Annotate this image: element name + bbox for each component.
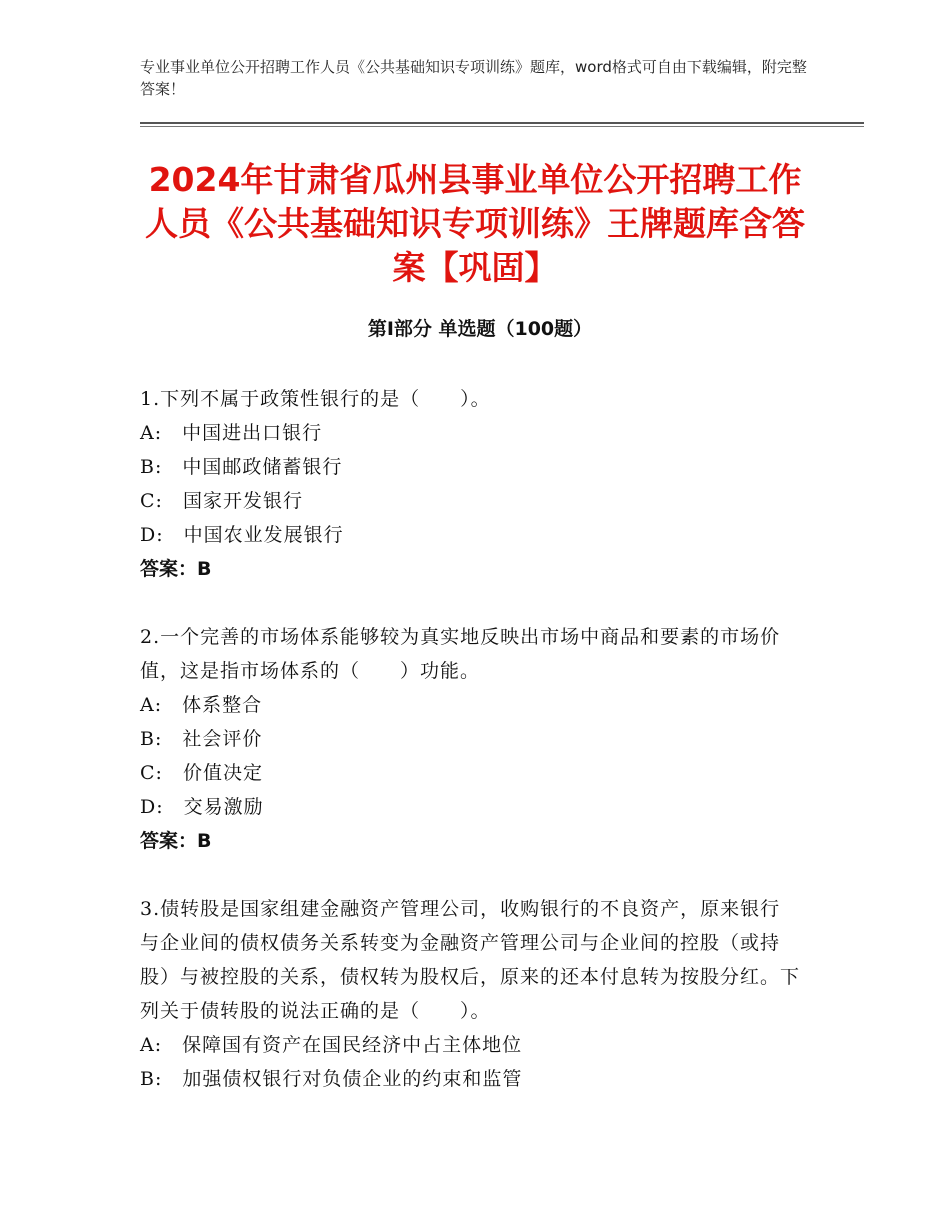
option-a: A: 保障国有资产在国民经济中占主体地位 [140,1034,523,1056]
question-2 [140,620,800,858]
answer-line: 答案：B [140,558,212,580]
option-b: B: 中国邮政储蓄银行 [140,456,343,478]
option-b: B: 加强债权银行对负债企业的约束和监管 [140,1068,523,1090]
option-c: C: 价值决定 [140,762,263,784]
option-d: D: 交易激励 [140,796,264,818]
option-a: A: 体系整合 [140,694,263,716]
document-title: 2024年甘肃省瓜州县事业单位公开招聘工作人员《公共基础知识专项训练》王牌题库含答案【巩固】 [145,160,805,287]
question-stem: 1.下列不属于政策性银行的是（ ）。 [140,388,491,410]
question-3 [140,892,800,1096]
header-rule-thin [140,126,864,127]
option-b: B: 社会评价 [140,728,263,750]
header-rule-thick [140,122,864,124]
option-a: A: 中国进出口银行 [140,422,323,444]
header-note: 专业事业单位公开招聘工作人员《公共基础知识专项训练》题库，word格式可自由下载编辑，附完整答案！ [140,58,807,98]
answer-line: 答案：B [140,830,212,852]
question-stem: 3.债转股是国家组建金融资产管理公司，收购银行的不良资产，原来银行与企业间的债权债务关系转变为金融资产管理公司与企业间的控股（或持股）与被控股的关系，债权转为股权后，原来的还本付息转为按股分红。下列关于债转股的说法正确的是（ ）。 [140,898,801,1022]
question-1 [140,382,800,586]
option-d: D: 中国农业发展银行 [140,524,344,546]
question-stem: 2.一个完善的市场体系能够较为真实地反映出市场中商品和要素的市场价值，这是指市场体系的（ ）功能。 [140,626,781,682]
option-c: C: 国家开发银行 [140,490,303,512]
question-list [140,382,800,1130]
section-heading: 第Ⅰ部分 单选题（100题） [367,318,593,340]
